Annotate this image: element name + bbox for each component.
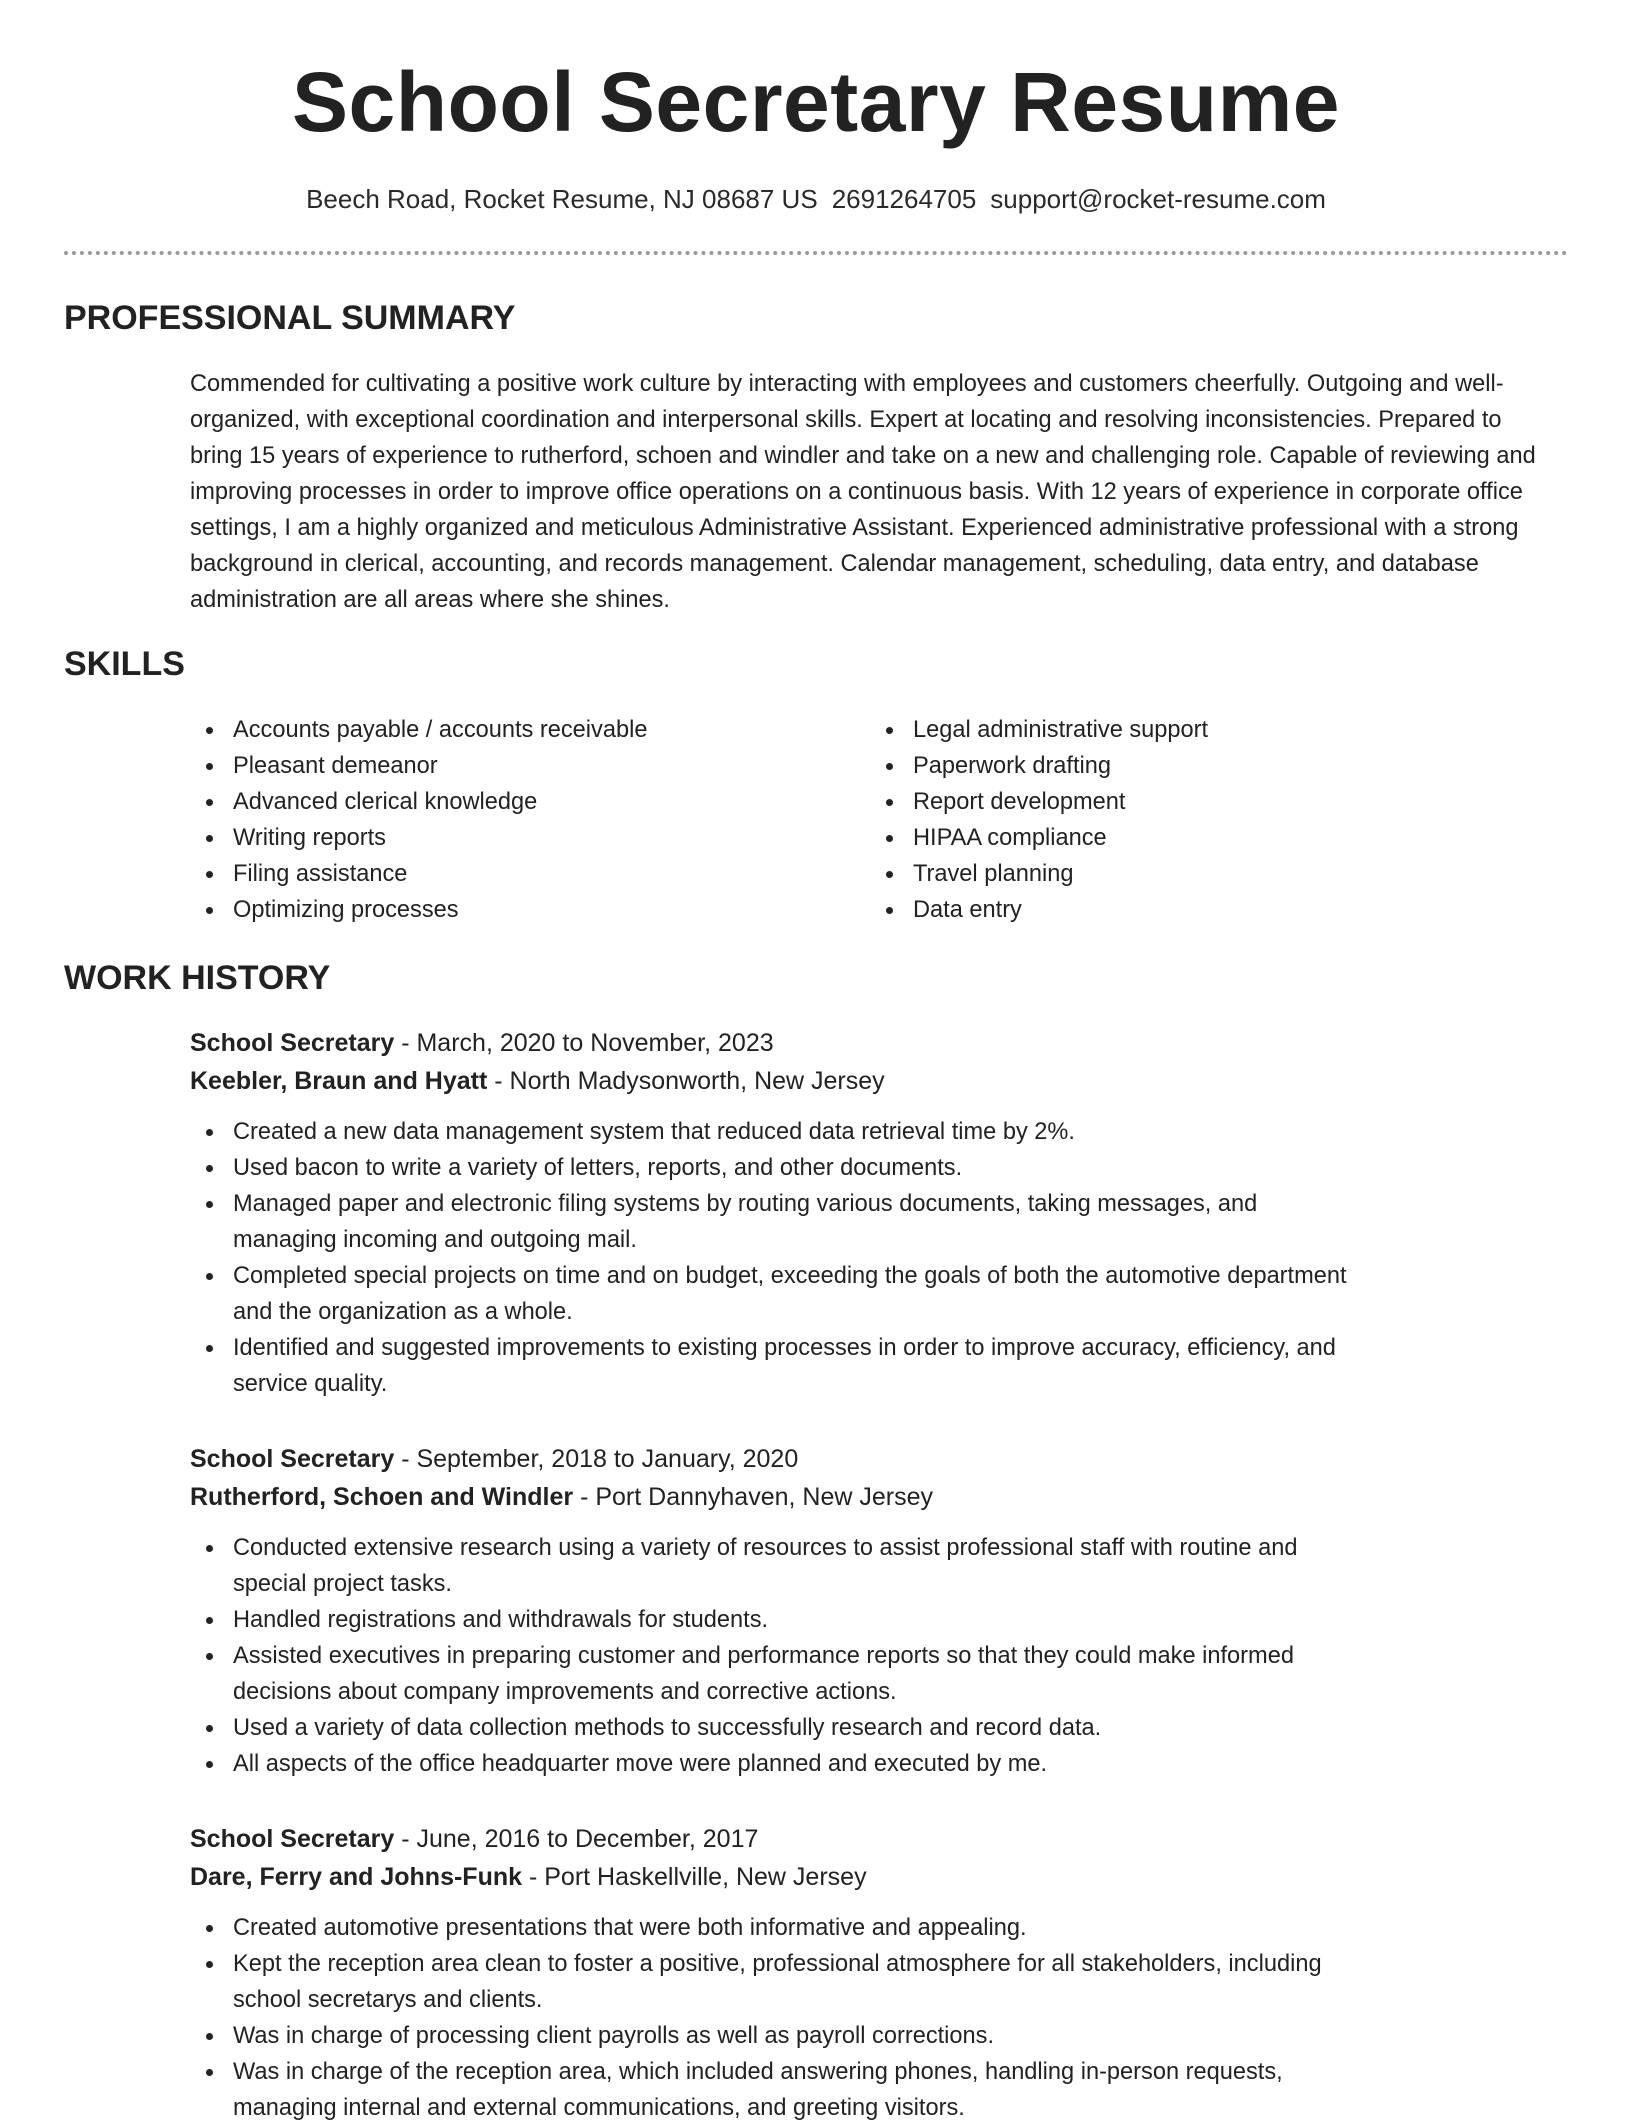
job-location: - Port Haskellville, New Jersey [522, 1863, 867, 1891]
job-role: School Secretary [190, 1445, 395, 1473]
job-company-line [190, 1062, 1556, 1100]
job-company: Keebler, Braun and Hyatt [190, 1067, 488, 1095]
job-bullet: Identified and suggested improvements to existing processes in order to improve accuracy, efficiency, and service quality. [190, 1330, 1366, 1402]
job-bullet: Conducted extensive research using a variety of resources to assist professional staff with routine and special project tasks. [190, 1530, 1366, 1602]
job-bullet: Handled registrations and withdrawals for students. [190, 1602, 1366, 1638]
job-dates: - March, 2020 to November, 2023 [394, 1029, 774, 1057]
job-dates: - June, 2016 to December, 2017 [394, 1825, 759, 1853]
skill-item: Travel planning [870, 856, 1550, 892]
job-title-line [190, 1440, 1556, 1478]
job-location: - North Madysonworth, New Jersey [487, 1067, 885, 1095]
resume-title: School Secretary Resume [292, 55, 1340, 149]
job-bullet: Created automotive presentations that were both informative and appealing. [190, 1910, 1366, 1946]
skill-item: Optimizing processes [190, 892, 850, 928]
job-role: School Secretary [190, 1029, 395, 1057]
job-entry [190, 1440, 1556, 1782]
job-bullets [0, 1910, 1366, 2126]
job-entry [190, 1024, 1556, 1402]
job-bullet: Was in charge of processing client payrolls as well as payroll corrections. [190, 2018, 1366, 2054]
skills-list-left [190, 712, 850, 928]
job-bullet: Assisted executives in preparing customer and performance reports so that they could make informed decisions about company improvements and corrective actions. [190, 1638, 1366, 1710]
skills-heading: SKILLS [64, 645, 185, 683]
skill-item: Advanced clerical knowledge [190, 784, 850, 820]
job-role: School Secretary [190, 1825, 395, 1853]
skill-item: Pleasant demeanor [190, 748, 850, 784]
job-company: Dare, Ferry and Johns-Funk [190, 1863, 523, 1891]
skill-item: Report development [870, 784, 1550, 820]
contact-line [0, 182, 1632, 216]
summary-text: Commended for cultivating a positive work culture by interacting with employees and customers cheerfully. Outgoing and well-organized, with exceptional coordination and interpersonal skills. Expert at locating and resolving inconsistencies. Prepared to bring 15 years of experience to rutherford, schoen and windler and take on a new and challenging role. Capable of reviewing and improving processes in order to improve office operations on a continuous basis. With 12 years of experience in corporate office settings, I am a highly organized and meticulous Administrative Assistant. Experienced administrative professional with a strong background in clerical, accounting, and records management. Calendar management, scheduling, data entry, and database administration are all areas where she shines. [190, 371, 1536, 613]
work-history-heading: WORK HISTORY [64, 959, 331, 997]
job-bullet: Managed paper and electronic filing systems by routing various documents, taking messages, and managing incoming and outgoing mail. [190, 1186, 1366, 1258]
job-company-line [190, 1858, 1556, 1896]
contact-phone: 2691264705 [831, 184, 977, 214]
job-title-line [190, 1820, 1556, 1858]
skill-item: Writing reports [190, 820, 850, 856]
job-dates: - September, 2018 to January, 2020 [394, 1445, 799, 1473]
contact-email: support@rocket-resume.com [990, 184, 1326, 214]
job-bullet: Was in charge of the reception area, which included answering phones, handling in-person requests, managing internal and external communications, and greeting visitors. [190, 2054, 1366, 2126]
job-bullets [0, 1530, 1366, 1782]
skill-item: HIPAA compliance [870, 820, 1550, 856]
job-company: Rutherford, Schoen and Windler [190, 1483, 574, 1511]
summary-heading: PROFESSIONAL SUMMARY [64, 299, 516, 337]
job-bullet: Created a new data management system that reduced data retrieval time by 2%. [190, 1114, 1366, 1150]
contact-address: Beech Road, Rocket Resume, NJ 08687 US [306, 184, 818, 214]
skill-item: Paperwork drafting [870, 748, 1550, 784]
job-bullet: All aspects of the office headquarter move were planned and executed by me. [190, 1746, 1366, 1782]
job-location: - Port Dannyhaven, New Jersey [573, 1483, 934, 1511]
job-bullets [0, 1114, 1366, 1402]
skills-list-right [870, 712, 1550, 928]
skill-item: Accounts payable / accounts receivable [190, 712, 850, 748]
header-divider [64, 251, 1568, 255]
job-bullet: Used a variety of data collection methods to successfully research and record data. [190, 1710, 1366, 1746]
skill-item: Filing assistance [190, 856, 850, 892]
job-bullet: Kept the reception area clean to foster a positive, professional atmosphere for all stakeholders, including school secretarys and clients. [190, 1946, 1366, 2018]
job-bullet: Used bacon to write a variety of letters, reports, and other documents. [190, 1150, 1366, 1186]
job-bullet: Completed special projects on time and on budget, exceeding the goals of both the automotive department and the organization as a whole. [190, 1258, 1366, 1330]
job-title-line [190, 1024, 1556, 1062]
job-company-line [190, 1478, 1556, 1516]
job-entry [190, 1820, 1556, 2126]
skill-item: Legal administrative support [870, 712, 1550, 748]
skill-item: Data entry [870, 892, 1550, 928]
